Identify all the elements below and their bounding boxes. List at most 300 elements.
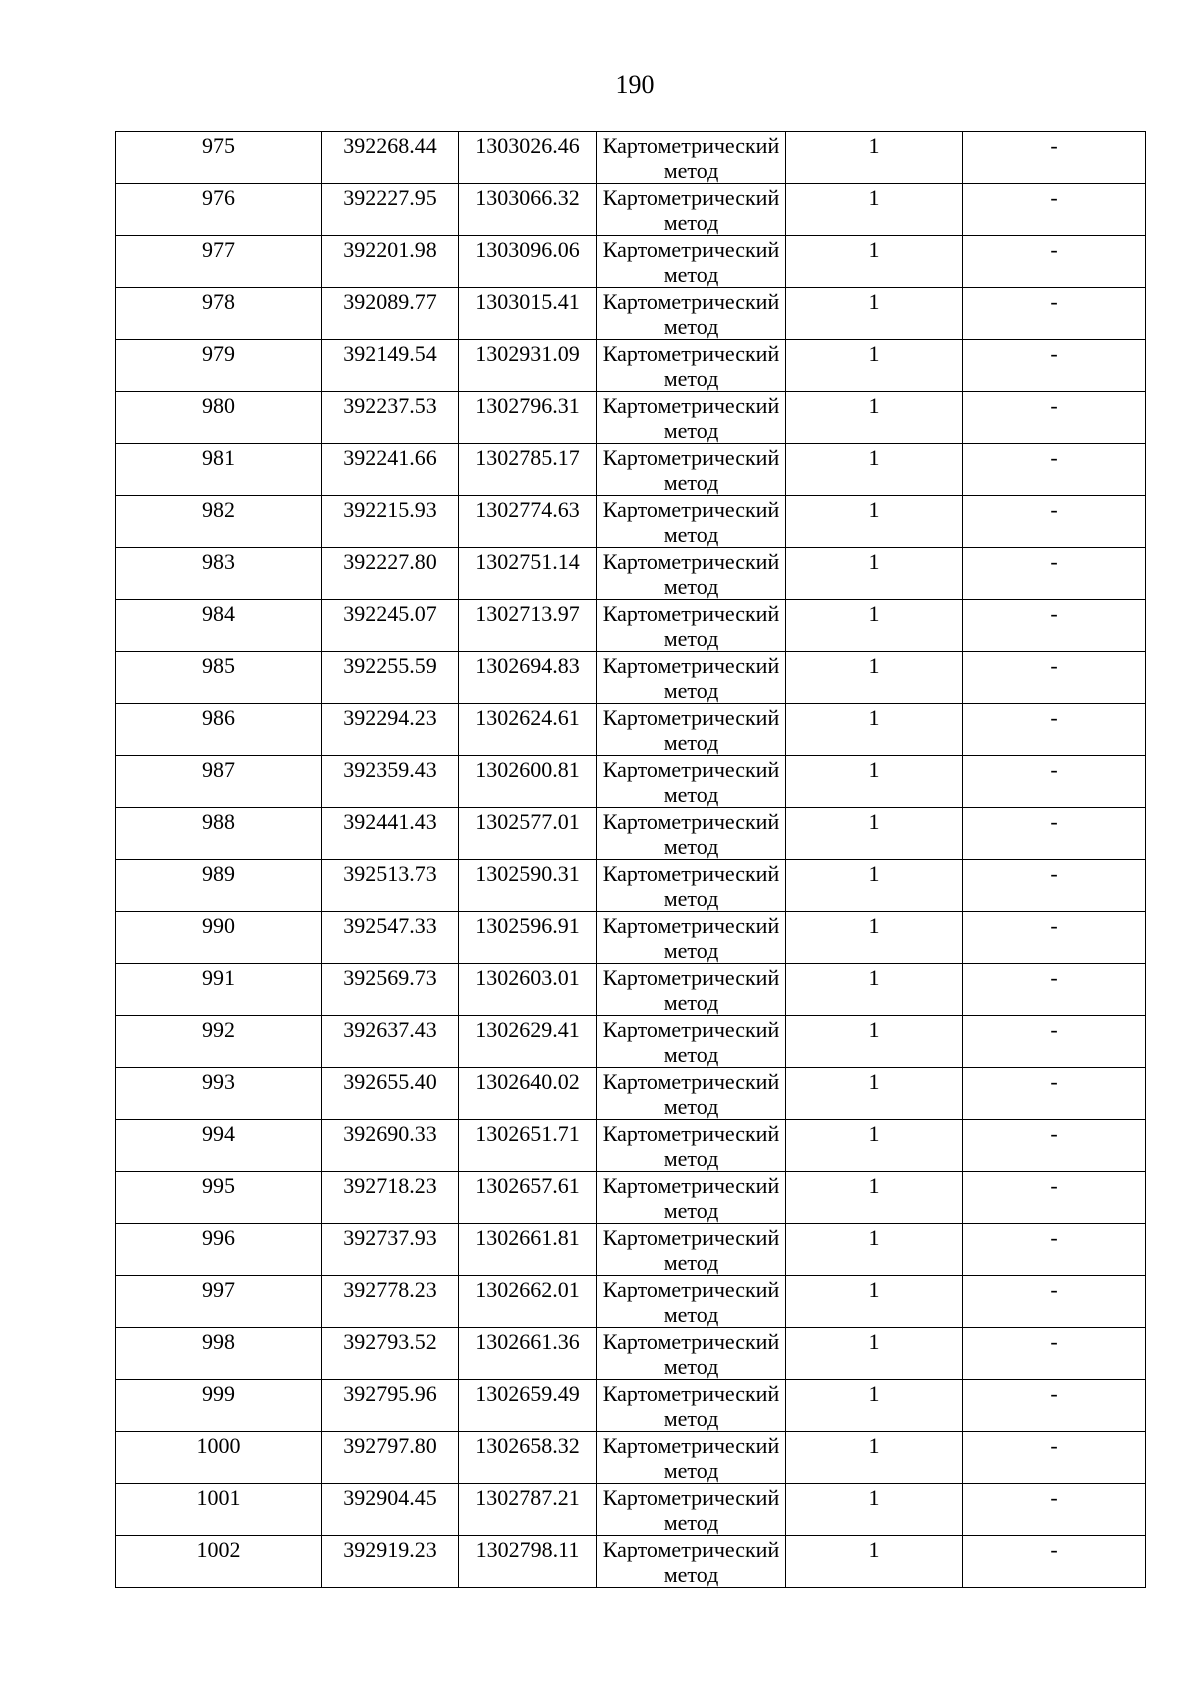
note-cell xyxy=(963,1432,1146,1484)
x-coordinate-cell xyxy=(322,236,459,288)
y-coordinate-cell-text: 1302657.61 xyxy=(475,1173,580,1198)
method-cell xyxy=(597,808,786,860)
method-cell xyxy=(597,236,786,288)
x-coordinate-cell-text: 392637.43 xyxy=(343,1017,437,1042)
y-coordinate-cell xyxy=(459,1276,597,1328)
method-cell-text: Картометрический метод xyxy=(602,341,780,391)
x-coordinate-cell-text: 392778.23 xyxy=(343,1277,437,1302)
note-cell xyxy=(963,704,1146,756)
precision-cell xyxy=(786,652,963,704)
x-coordinate-cell-text: 392737.93 xyxy=(343,1225,437,1250)
note-cell-text: - xyxy=(1050,1225,1058,1250)
method-cell xyxy=(597,1276,786,1328)
point-number-cell xyxy=(116,1120,322,1172)
point-number-cell-text: 997 xyxy=(202,1277,235,1302)
note-cell xyxy=(963,600,1146,652)
point-number-cell xyxy=(116,1380,322,1432)
precision-cell-text: 1 xyxy=(868,653,880,678)
x-coordinate-cell xyxy=(322,964,459,1016)
table-row xyxy=(116,1068,1146,1120)
precision-cell xyxy=(786,964,963,1016)
precision-cell-text: 1 xyxy=(868,445,880,470)
y-coordinate-cell xyxy=(459,1380,597,1432)
note-cell xyxy=(963,1016,1146,1068)
precision-cell-text: 1 xyxy=(868,1121,880,1146)
x-coordinate-cell xyxy=(322,184,459,236)
note-cell xyxy=(963,1120,1146,1172)
note-cell xyxy=(963,444,1146,496)
note-cell-text: - xyxy=(1050,1017,1058,1042)
method-cell-text: Картометрический метод xyxy=(602,393,780,443)
method-cell xyxy=(597,392,786,444)
y-coordinate-cell xyxy=(459,184,597,236)
point-number-cell xyxy=(116,236,322,288)
precision-cell xyxy=(786,184,963,236)
method-cell xyxy=(597,288,786,340)
point-number-cell xyxy=(116,392,322,444)
table-row xyxy=(116,964,1146,1016)
precision-cell xyxy=(786,912,963,964)
note-cell xyxy=(963,496,1146,548)
method-cell xyxy=(597,860,786,912)
method-cell xyxy=(597,1536,786,1588)
method-cell-text: Картометрический метод xyxy=(602,601,780,651)
y-coordinate-cell-text: 1302785.17 xyxy=(475,445,580,470)
x-coordinate-cell xyxy=(322,1328,459,1380)
y-coordinate-cell-text: 1302798.11 xyxy=(475,1537,580,1562)
note-cell xyxy=(963,340,1146,392)
note-cell-text: - xyxy=(1050,965,1058,990)
x-coordinate-cell xyxy=(322,1432,459,1484)
method-cell-text: Картометрический метод xyxy=(602,289,780,339)
x-coordinate-cell-text: 392441.43 xyxy=(343,809,437,834)
page-number: 190 xyxy=(615,70,655,99)
point-number-cell xyxy=(116,1016,322,1068)
point-number-cell xyxy=(116,1172,322,1224)
point-number-cell-text: 979 xyxy=(202,341,235,366)
x-coordinate-cell-text: 392904.45 xyxy=(343,1485,437,1510)
table-row xyxy=(116,184,1146,236)
y-coordinate-cell-text: 1302662.01 xyxy=(475,1277,580,1302)
point-number-cell xyxy=(116,1432,322,1484)
point-number-cell-text: 984 xyxy=(202,601,235,626)
y-coordinate-cell-text: 1303015.41 xyxy=(475,289,580,314)
note-cell xyxy=(963,392,1146,444)
x-coordinate-cell xyxy=(322,548,459,600)
x-coordinate-cell xyxy=(322,704,459,756)
note-cell xyxy=(963,548,1146,600)
x-coordinate-cell-text: 392227.80 xyxy=(343,549,437,574)
y-coordinate-cell xyxy=(459,1016,597,1068)
table-row xyxy=(116,912,1146,964)
x-coordinate-cell xyxy=(322,1224,459,1276)
y-coordinate-cell-text: 1302600.81 xyxy=(475,757,580,782)
precision-cell-text: 1 xyxy=(868,289,880,314)
precision-cell-text: 1 xyxy=(868,549,880,574)
precision-cell-text: 1 xyxy=(868,1485,880,1510)
y-coordinate-cell xyxy=(459,964,597,1016)
method-cell-text: Картометрический метод xyxy=(602,861,780,911)
note-cell-text: - xyxy=(1050,1329,1058,1354)
x-coordinate-cell xyxy=(322,392,459,444)
precision-cell xyxy=(786,1380,963,1432)
x-coordinate-cell xyxy=(322,1536,459,1588)
precision-cell-text: 1 xyxy=(868,965,880,990)
method-cell-text: Картометрический метод xyxy=(602,705,780,755)
note-cell xyxy=(963,652,1146,704)
point-number-cell xyxy=(116,548,322,600)
table-row xyxy=(116,1536,1146,1588)
note-cell xyxy=(963,1536,1146,1588)
point-number-cell-text: 993 xyxy=(202,1069,235,1094)
table-row xyxy=(116,860,1146,912)
precision-cell-text: 1 xyxy=(868,601,880,626)
y-coordinate-cell-text: 1302661.81 xyxy=(475,1225,580,1250)
point-number-cell xyxy=(116,964,322,1016)
x-coordinate-cell xyxy=(322,756,459,808)
note-cell-text: - xyxy=(1050,185,1058,210)
precision-cell-text: 1 xyxy=(868,1017,880,1042)
point-number-cell xyxy=(116,1224,322,1276)
precision-cell-text: 1 xyxy=(868,237,880,262)
note-cell-text: - xyxy=(1050,913,1058,938)
point-number-cell xyxy=(116,652,322,704)
x-coordinate-cell-text: 392245.07 xyxy=(343,601,437,626)
y-coordinate-cell xyxy=(459,496,597,548)
point-number-cell xyxy=(116,756,322,808)
note-cell xyxy=(963,1276,1146,1328)
x-coordinate-cell-text: 392569.73 xyxy=(343,965,437,990)
point-number-cell-text: 989 xyxy=(202,861,235,886)
precision-cell-text: 1 xyxy=(868,861,880,886)
y-coordinate-cell xyxy=(459,1536,597,1588)
y-coordinate-cell xyxy=(459,912,597,964)
precision-cell xyxy=(786,1016,963,1068)
y-coordinate-cell-text: 1302713.97 xyxy=(475,601,580,626)
x-coordinate-cell-text: 392149.54 xyxy=(343,341,437,366)
y-coordinate-cell xyxy=(459,1224,597,1276)
x-coordinate-cell-text: 392255.59 xyxy=(343,653,437,678)
point-number-cell-text: 985 xyxy=(202,653,235,678)
precision-cell xyxy=(786,1224,963,1276)
point-number-cell xyxy=(116,1068,322,1120)
x-coordinate-cell xyxy=(322,912,459,964)
y-coordinate-cell-text: 1302661.36 xyxy=(475,1329,580,1354)
precision-cell xyxy=(786,1432,963,1484)
method-cell-text: Картометрический метод xyxy=(602,445,780,495)
y-coordinate-cell xyxy=(459,1484,597,1536)
precision-cell-text: 1 xyxy=(868,133,880,158)
note-cell-text: - xyxy=(1050,549,1058,574)
y-coordinate-cell-text: 1302658.32 xyxy=(475,1433,580,1458)
precision-cell-text: 1 xyxy=(868,1277,880,1302)
method-cell-text: Картометрический метод xyxy=(602,185,780,235)
precision-cell xyxy=(786,1068,963,1120)
y-coordinate-cell-text: 1302603.01 xyxy=(475,965,580,990)
table-row xyxy=(116,1016,1146,1068)
note-cell-text: - xyxy=(1050,653,1058,678)
note-cell-text: - xyxy=(1050,1069,1058,1094)
note-cell-text: - xyxy=(1050,289,1058,314)
y-coordinate-cell xyxy=(459,704,597,756)
y-coordinate-cell xyxy=(459,1068,597,1120)
point-number-cell-text: 1000 xyxy=(196,1433,241,1458)
point-number-cell xyxy=(116,132,322,184)
point-number-cell xyxy=(116,912,322,964)
method-cell-text: Картометрический метод xyxy=(602,1069,780,1119)
method-cell-text: Картометрический метод xyxy=(602,1225,780,1275)
method-cell-text: Картометрический метод xyxy=(602,237,780,287)
method-cell-text: Картометрический метод xyxy=(602,1017,780,1067)
method-cell-text: Картометрический метод xyxy=(602,1433,780,1483)
y-coordinate-cell xyxy=(459,600,597,652)
method-cell-text: Картометрический метод xyxy=(602,1329,780,1379)
point-number-cell-text: 977 xyxy=(202,237,235,262)
point-number-cell xyxy=(116,1328,322,1380)
note-cell-text: - xyxy=(1050,1433,1058,1458)
y-coordinate-cell-text: 1303096.06 xyxy=(475,237,580,262)
y-coordinate-cell-text: 1302787.21 xyxy=(475,1485,580,1510)
precision-cell-text: 1 xyxy=(868,341,880,366)
point-number-cell xyxy=(116,1276,322,1328)
method-cell xyxy=(597,756,786,808)
table-row xyxy=(116,704,1146,756)
x-coordinate-cell xyxy=(322,444,459,496)
point-number-cell-text: 988 xyxy=(202,809,235,834)
point-number-cell-text: 976 xyxy=(202,185,235,210)
note-cell-text: - xyxy=(1050,861,1058,886)
x-coordinate-cell xyxy=(322,288,459,340)
method-cell-text: Картометрический метод xyxy=(602,1121,780,1171)
y-coordinate-cell xyxy=(459,1432,597,1484)
point-number-cell-text: 1001 xyxy=(196,1485,241,1510)
y-coordinate-cell-text: 1302624.61 xyxy=(475,705,580,730)
precision-cell xyxy=(786,340,963,392)
precision-cell-text: 1 xyxy=(868,1329,880,1354)
precision-cell xyxy=(786,1172,963,1224)
x-coordinate-cell xyxy=(322,132,459,184)
point-number-cell xyxy=(116,340,322,392)
method-cell xyxy=(597,548,786,600)
x-coordinate-cell xyxy=(322,1484,459,1536)
x-coordinate-cell-text: 392089.77 xyxy=(343,289,437,314)
y-coordinate-cell-text: 1303066.32 xyxy=(475,185,580,210)
y-coordinate-cell xyxy=(459,444,597,496)
precision-cell-text: 1 xyxy=(868,1069,880,1094)
x-coordinate-cell xyxy=(322,652,459,704)
point-number-cell-text: 991 xyxy=(202,965,235,990)
point-number-cell-text: 1002 xyxy=(196,1537,241,1562)
note-cell-text: - xyxy=(1050,1277,1058,1302)
note-cell xyxy=(963,1328,1146,1380)
point-number-cell xyxy=(116,288,322,340)
table-row xyxy=(116,236,1146,288)
x-coordinate-cell-text: 392793.52 xyxy=(343,1329,437,1354)
method-cell xyxy=(597,1484,786,1536)
precision-cell xyxy=(786,496,963,548)
table-row xyxy=(116,1172,1146,1224)
y-coordinate-cell-text: 1302640.02 xyxy=(475,1069,580,1094)
x-coordinate-cell-text: 392268.44 xyxy=(343,133,437,158)
point-number-cell-text: 981 xyxy=(202,445,235,470)
note-cell-text: - xyxy=(1050,705,1058,730)
x-coordinate-cell xyxy=(322,808,459,860)
precision-cell xyxy=(786,808,963,860)
x-coordinate-cell xyxy=(322,1120,459,1172)
method-cell-text: Картометрический метод xyxy=(602,653,780,703)
method-cell-text: Картометрический метод xyxy=(602,1537,780,1587)
note-cell xyxy=(963,132,1146,184)
precision-cell xyxy=(786,1484,963,1536)
point-number-cell-text: 982 xyxy=(202,497,235,522)
precision-cell xyxy=(786,704,963,756)
table-row xyxy=(116,1224,1146,1276)
note-cell-text: - xyxy=(1050,1381,1058,1406)
y-coordinate-cell xyxy=(459,860,597,912)
precision-cell xyxy=(786,548,963,600)
point-number-cell xyxy=(116,600,322,652)
method-cell xyxy=(597,1016,786,1068)
method-cell-text: Картометрический метод xyxy=(602,497,780,547)
note-cell xyxy=(963,1172,1146,1224)
x-coordinate-cell-text: 392241.66 xyxy=(343,445,437,470)
point-number-cell-text: 996 xyxy=(202,1225,235,1250)
table-row xyxy=(116,600,1146,652)
point-number-cell xyxy=(116,496,322,548)
precision-cell xyxy=(786,1328,963,1380)
note-cell xyxy=(963,1380,1146,1432)
note-cell xyxy=(963,184,1146,236)
point-number-cell-text: 978 xyxy=(202,289,235,314)
note-cell-text: - xyxy=(1050,1173,1058,1198)
y-coordinate-cell xyxy=(459,808,597,860)
note-cell-text: - xyxy=(1050,601,1058,626)
table-row xyxy=(116,652,1146,704)
precision-cell xyxy=(786,1120,963,1172)
method-cell xyxy=(597,1120,786,1172)
point-number-cell xyxy=(116,704,322,756)
point-number-cell xyxy=(116,860,322,912)
x-coordinate-cell-text: 392294.23 xyxy=(343,705,437,730)
precision-cell xyxy=(786,600,963,652)
y-coordinate-cell xyxy=(459,288,597,340)
method-cell xyxy=(597,184,786,236)
precision-cell xyxy=(786,392,963,444)
table-row xyxy=(116,1276,1146,1328)
note-cell xyxy=(963,1224,1146,1276)
y-coordinate-cell xyxy=(459,1172,597,1224)
method-cell xyxy=(597,1380,786,1432)
point-number-cell-text: 998 xyxy=(202,1329,235,1354)
y-coordinate-cell xyxy=(459,1120,597,1172)
note-cell xyxy=(963,756,1146,808)
precision-cell-text: 1 xyxy=(868,1173,880,1198)
precision-cell-text: 1 xyxy=(868,393,880,418)
table-row xyxy=(116,1380,1146,1432)
note-cell-text: - xyxy=(1050,1537,1058,1562)
note-cell xyxy=(963,288,1146,340)
precision-cell xyxy=(786,132,963,184)
note-cell-text: - xyxy=(1050,393,1058,418)
point-number-cell-text: 990 xyxy=(202,913,235,938)
precision-cell xyxy=(786,236,963,288)
method-cell-text: Картометрический метод xyxy=(602,965,780,1015)
x-coordinate-cell-text: 392227.95 xyxy=(343,185,437,210)
method-cell xyxy=(597,652,786,704)
y-coordinate-cell-text: 1302590.31 xyxy=(475,861,580,886)
method-cell xyxy=(597,1172,786,1224)
precision-cell-text: 1 xyxy=(868,913,880,938)
point-number-cell xyxy=(116,1536,322,1588)
x-coordinate-cell-text: 392237.53 xyxy=(343,393,437,418)
x-coordinate-cell-text: 392655.40 xyxy=(343,1069,437,1094)
table-row xyxy=(116,340,1146,392)
method-cell xyxy=(597,1224,786,1276)
point-number-cell-text: 987 xyxy=(202,757,235,782)
precision-cell-text: 1 xyxy=(868,497,880,522)
y-coordinate-cell-text: 1302596.91 xyxy=(475,913,580,938)
note-cell xyxy=(963,964,1146,1016)
method-cell-text: Картометрический метод xyxy=(602,809,780,859)
method-cell-text: Картометрический метод xyxy=(602,757,780,807)
y-coordinate-cell xyxy=(459,132,597,184)
x-coordinate-cell xyxy=(322,340,459,392)
method-cell xyxy=(597,704,786,756)
note-cell-text: - xyxy=(1050,497,1058,522)
x-coordinate-cell xyxy=(322,1068,459,1120)
table-row xyxy=(116,808,1146,860)
point-number-cell xyxy=(116,444,322,496)
method-cell xyxy=(597,340,786,392)
method-cell-text: Картометрический метод xyxy=(602,133,780,183)
x-coordinate-cell-text: 392547.33 xyxy=(343,913,437,938)
method-cell xyxy=(597,600,786,652)
point-number-cell xyxy=(116,1484,322,1536)
x-coordinate-cell xyxy=(322,496,459,548)
precision-cell xyxy=(786,288,963,340)
table-row xyxy=(116,444,1146,496)
y-coordinate-cell xyxy=(459,652,597,704)
precision-cell xyxy=(786,1276,963,1328)
y-coordinate-cell-text: 1302629.41 xyxy=(475,1017,580,1042)
precision-cell-text: 1 xyxy=(868,757,880,782)
x-coordinate-cell-text: 392795.96 xyxy=(343,1381,437,1406)
method-cell xyxy=(597,444,786,496)
y-coordinate-cell-text: 1302651.71 xyxy=(475,1121,580,1146)
precision-cell-text: 1 xyxy=(868,1225,880,1250)
note-cell xyxy=(963,912,1146,964)
table-row xyxy=(116,548,1146,600)
note-cell-text: - xyxy=(1050,133,1058,158)
table-body xyxy=(116,132,1146,1588)
x-coordinate-cell xyxy=(322,1016,459,1068)
point-number-cell xyxy=(116,184,322,236)
x-coordinate-cell-text: 392919.23 xyxy=(343,1537,437,1562)
table-row xyxy=(116,1120,1146,1172)
point-number-cell-text: 994 xyxy=(202,1121,235,1146)
note-cell-text: - xyxy=(1050,341,1058,366)
x-coordinate-cell xyxy=(322,860,459,912)
method-cell xyxy=(597,496,786,548)
method-cell-text: Картометрический метод xyxy=(602,1381,780,1431)
method-cell-text: Картометрический метод xyxy=(602,1173,780,1223)
point-number-cell-text: 980 xyxy=(202,393,235,418)
precision-cell-text: 1 xyxy=(868,1537,880,1562)
y-coordinate-cell xyxy=(459,236,597,288)
x-coordinate-cell xyxy=(322,1172,459,1224)
point-number-cell-text: 995 xyxy=(202,1173,235,1198)
precision-cell xyxy=(786,1536,963,1588)
